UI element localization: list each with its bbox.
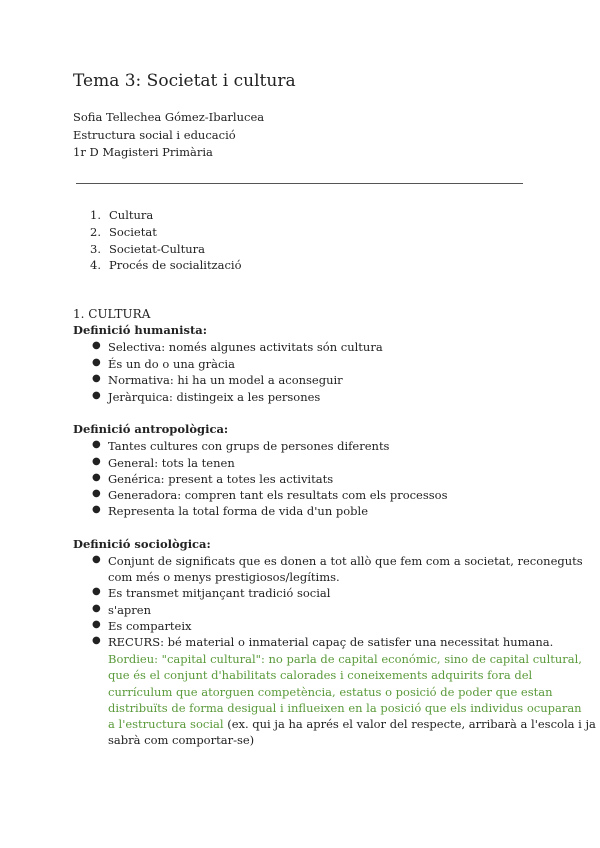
bullet-icon: ●	[92, 439, 101, 450]
horizontal-divider	[76, 183, 523, 184]
bullet-icon: ●	[92, 586, 101, 597]
sociologica-heading: Definició sociològica:	[73, 537, 211, 551]
section-heading: 1. CULTURA	[73, 307, 151, 321]
group-name: 1r D Magisteri Primària	[73, 145, 213, 159]
bullet-icon: ●	[92, 357, 101, 368]
bourdieu-green-text: a l'estructura social	[108, 717, 224, 731]
bourdieu-line: distribuïts de forma desigual i influeixen en la posició que els individus ocuparan	[108, 701, 582, 715]
bullet-icon: ●	[92, 456, 101, 467]
bullet-icon: ●	[92, 340, 101, 351]
bullet-icon: ●	[92, 390, 101, 401]
bourdieu-line: currículum que atorguen competència, estatus o posició de poder que estan	[108, 685, 553, 699]
bourdieu-line: que és el conjunt d'habilitats calorades i coneixements adquirits fora del	[108, 668, 533, 682]
bourdieu-example-text: (ex. qui ja ha aprés el valor del respecte, arribarà a l'escola i ja	[223, 717, 596, 731]
bourdieu-line	[108, 717, 596, 731]
bullet-icon: ●	[92, 554, 101, 565]
document-title: Tema 3: Societat i cultura	[73, 71, 296, 91]
course-name: Estructura social i educació	[73, 128, 236, 142]
bullet-icon: ●	[92, 619, 101, 630]
author-name: Sofia Tellechea Gómez-Ibarlucea	[73, 110, 265, 124]
list-item-continuation: com més o menys prestigiosos/legítims.	[108, 570, 340, 584]
humanista-heading: Definició humanista:	[73, 323, 207, 337]
bullet-icon: ●	[92, 504, 101, 515]
bullet-icon: ●	[92, 635, 101, 646]
bullet-icon: ●	[92, 373, 101, 384]
antropologica-heading: Definició antropològica:	[73, 422, 229, 436]
bullet-icon: ●	[92, 488, 101, 499]
bourdieu-line: sabrà com comportar-se)	[108, 733, 255, 747]
document-page: Tema 3: Societat i cultura Sofia Tellechea Gómez-Ibarlucea Estructura social i educació 1r D Magisteri Primària 1. Cultura 2. Societat 3. Societat-Cultura 4. Procés de socialització 1. CULTURA Definició humanista: ● Selectiva: només algunes activitats són cultura ● És un do o una gràcia ● Normativa: hi ha un model a aconseguir ● Jeràrquica: distingeix a les persones Definició antropològica: ● Tantes cultures con grups de persones diferents ● General: tots la tenen ● Genérica: present a totes les activitats ● Generadora: compren tant els resultats com els processos ● Representa la total forma de vida d'un poble Definició sociològica: ● Conjunt de significats que es donen a tot allò que fem com a societat, reconeguts com més o menys prestigiosos/legítims. ● Es transmet mitjançant tradició social ● s'apren ● Es comparteix ● RECURS: bé material o inmaterial capaç de satisfer una necessitat humana. Bordieu: "capital cultural": no parla de capital económic, sino de capital cultural, que és el conjunt d'habilitats calorades i coneixements adquirits fora del currículum que atorguen competència, estatus o posició de poder que estan distribuïts de forma desigual i influeixen en la posició que els individus ocuparan a l'estructura social (ex. qui ja ha aprés el valor del respecte, arribarà a l'escola i ja sabrà com comportar-se)	[73, 71, 596, 747]
bullet-icon: ●	[92, 603, 101, 614]
bullet-icon: ●	[92, 472, 101, 483]
bourdieu-line: Bordieu: "capital cultural": no parla de capital económic, sino de capital cultural,	[108, 652, 582, 666]
